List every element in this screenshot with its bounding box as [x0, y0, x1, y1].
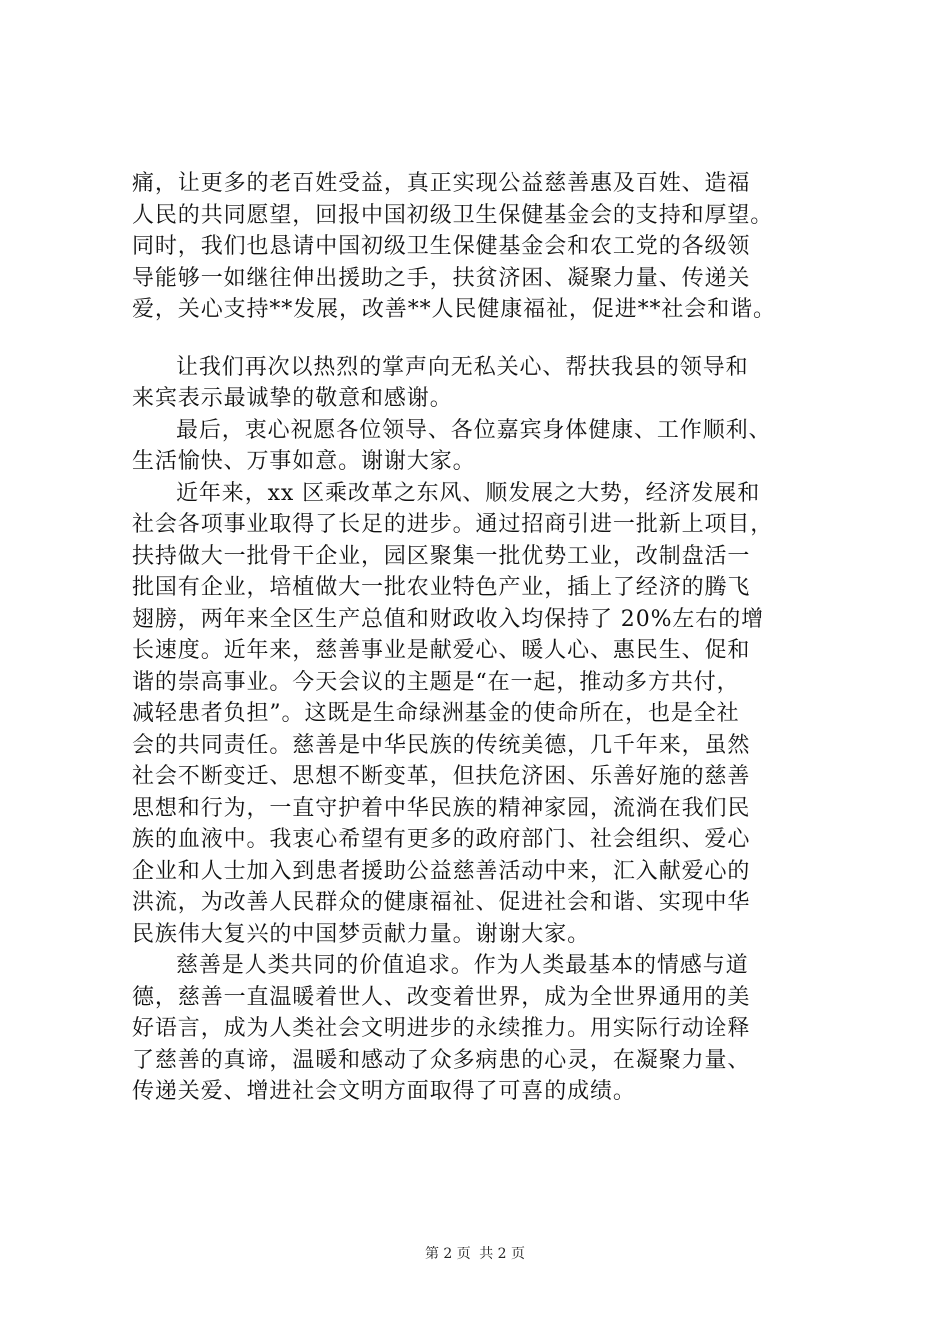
text-line: 翅膀，两年来全区生产总值和财政收入均保持了 20%左右的增	[132, 606, 764, 632]
text-line: 同时，我们也恳请中国初级卫生保健基金会和农工党的各级领	[132, 234, 751, 259]
text-line: 近年来，xx 区乘改革之东风、顺发展之大势，经济发展和	[176, 480, 761, 506]
text-line: 社会不断变迁、思想不断变革，但扶危济困、乐善好施的慈善	[132, 764, 751, 789]
page-footer	[0, 1244, 950, 1264]
text-line: 批国有企业，培植做大一批农业特色产业，插上了经济的腾飞	[132, 575, 751, 600]
text-line: 会的共同责任。慈善是中华民族的传统美德，几千年来，虽然	[132, 732, 751, 758]
text-line: 爱，关心支持**发展，改善**人民健康福祉，促进**社会和谐。	[132, 297, 776, 322]
paragraph	[132, 478, 832, 951]
page-total: 共 2 页	[479, 1246, 526, 1262]
text-line: 企业和人士加入到患者援助公益慈善活动中来，汇入献爱心的	[132, 858, 751, 884]
text-line: 痛，让更多的老百姓受益，真正实现公益慈善惠及百姓、造福	[132, 171, 751, 196]
text-line: 好语言，成为人类社会文明进步的永续推力。用实际行动诠释	[132, 1016, 751, 1041]
page-number: 第 2 页	[424, 1246, 471, 1262]
text-line: 洪流，为改善人民群众的健康福祉、促进社会和谐、实现中华	[132, 890, 751, 915]
text-line: 最后，衷心祝愿各位领导、各位嘉宾身体健康、工作顺利、	[176, 417, 772, 443]
paragraph	[132, 352, 832, 415]
text-line: 民族伟大复兴的中国梦贡献力量。谢谢大家。	[132, 921, 591, 947]
paragraph	[132, 950, 832, 1108]
text-line: 社会各项事业取得了长足的进步。通过招商引进一批新上项目，	[132, 512, 774, 537]
text-line: 人民的共同愿望，回报中国初级卫生保健基金会的支持和厚望。	[132, 202, 774, 228]
text-line: 减轻患者负担”。这既是生命绿洲基金的使命所在，也是全社	[132, 701, 740, 726]
text-line: 谐的崇高事业。今天会议的主题是“在一起，推动多方共付，	[132, 669, 740, 695]
document-body	[132, 168, 832, 1108]
text-line: 长速度。近年来，慈善事业是献爱心、暖人心、惠民生、促和	[132, 638, 751, 663]
text-line: 生活愉快、万事如意。谢谢大家。	[132, 449, 476, 474]
paragraph-gap	[132, 326, 832, 352]
text-line: 了慈善的真谛，温暖和感动了众多病患的心灵，在凝聚力量、	[132, 1047, 751, 1073]
text-line: 族的血液中。我衷心希望有更多的政府部门、社会组织、爱心	[132, 827, 751, 852]
text-line: 思想和行为，一直守护着中华民族的精神家园，流淌在我们民	[132, 795, 751, 821]
text-line: 传递关爱、增进社会文明方面取得了可喜的成绩。	[132, 1079, 636, 1104]
text-line: 慈善是人类共同的价值追求。作为人类最基本的情感与道	[176, 953, 749, 978]
text-line: 导能够一如继往伸出援助之手，扶贫济困、凝聚力量、传递关	[132, 265, 751, 291]
text-line: 让我们再次以热烈的掌声向无私关心、帮扶我县的领导和	[176, 354, 749, 380]
text-line: 来宾表示最诚挚的敬意和感谢。	[132, 386, 453, 411]
text-line: 德，慈善一直温暖着世人、改变着世界，成为全世界通用的美	[132, 984, 751, 1010]
text-line: 扶持做大一批骨干企业，园区聚集一批优势工业，改制盘活一	[132, 543, 751, 569]
paragraph	[132, 415, 832, 478]
paragraph	[132, 168, 832, 326]
